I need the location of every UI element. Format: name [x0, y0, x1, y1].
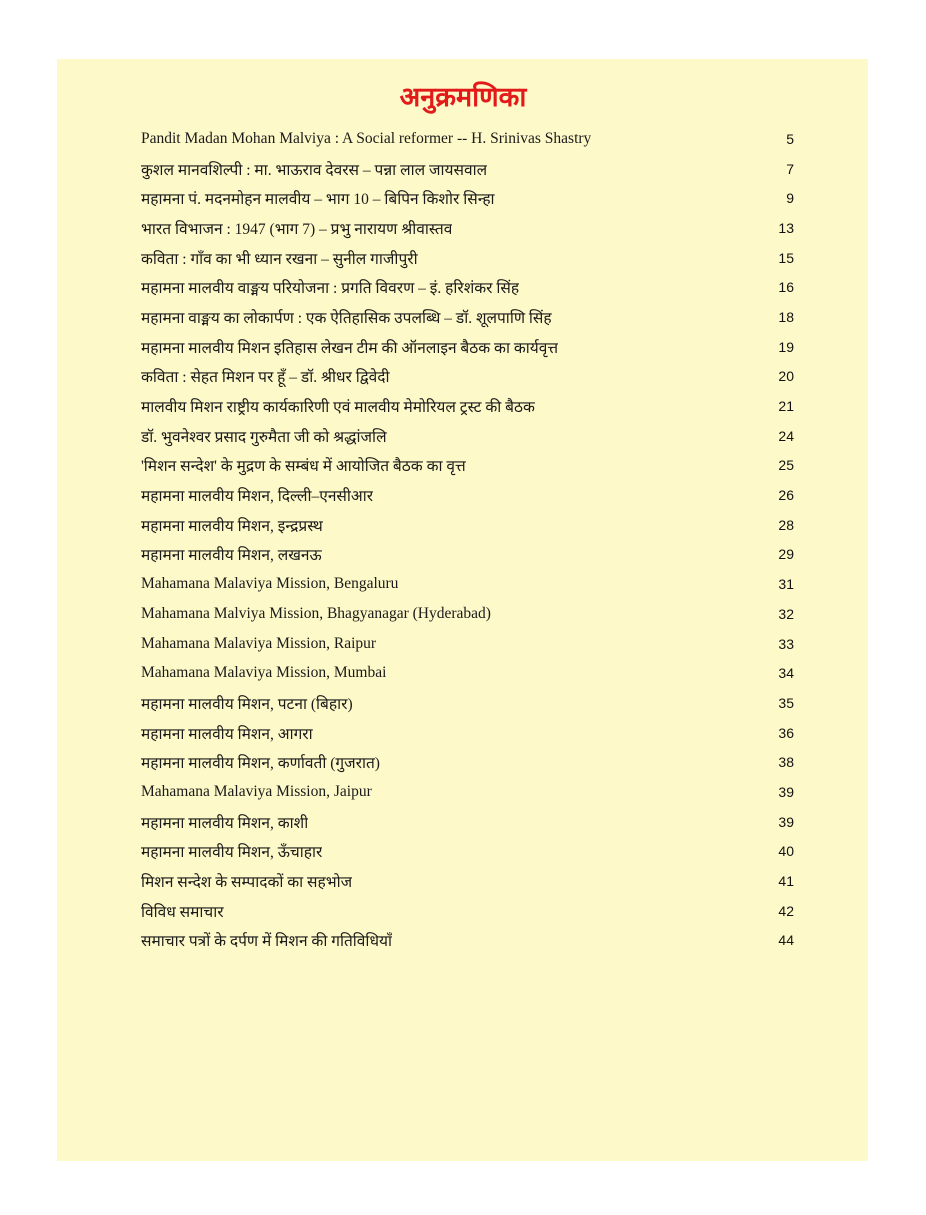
toc-entry-page-number: 26	[778, 487, 794, 504]
toc-entry[interactable]	[141, 866, 801, 896]
toc-entry-page-number: 16	[778, 279, 794, 296]
toc-entry-page-number: 5	[786, 130, 794, 147]
toc-entry[interactable]	[141, 718, 801, 748]
toc-entry[interactable]	[141, 243, 801, 273]
toc-entry-page-number: 44	[778, 932, 794, 949]
toc-entry-title: महामना मालवीय मिशन, इन्द्रप्रस्थ	[141, 517, 323, 535]
toc-entry-page-number: 28	[778, 516, 794, 533]
toc-entry-page-number: 33	[778, 635, 794, 652]
toc-entry[interactable]	[141, 391, 801, 421]
toc-entry[interactable]	[141, 480, 801, 510]
toc-entry-page-number: 34	[778, 665, 794, 682]
toc-entry-title: मिशन सन्देश के सम्पादकों का सहभोज	[141, 874, 353, 892]
toc-entry[interactable]	[141, 451, 801, 481]
toc-entry-page-number: 40	[778, 843, 794, 860]
toc-entry[interactable]	[141, 688, 801, 718]
toc-entry[interactable]	[141, 213, 801, 243]
toc-entry-page-number: 38	[778, 754, 794, 771]
toc-entry-page-number: 25	[778, 457, 794, 474]
toc-entry[interactable]	[141, 777, 801, 807]
toc-entry[interactable]	[141, 629, 801, 659]
toc-entry-title: मालवीय मिशन राष्ट्रीय कार्यकारिणी एवं मालवीय मेमोरियल ट्रस्ट की बैठक	[141, 399, 535, 417]
toc-entry-title: महामना मालवीय मिशन, ऊँचाहार	[141, 844, 323, 862]
toc-entry[interactable]	[141, 421, 801, 451]
toc-entry-title: Mahamana Malaviya Mission, Mumbai	[141, 664, 387, 682]
toc-entry-title: कुशल मानवशिल्पी : मा. भाऊराव देवरस – पन्ना लाल जायसवाल	[141, 161, 488, 179]
toc-entry[interactable]	[141, 332, 801, 362]
toc-entry[interactable]	[141, 183, 801, 213]
toc-entry[interactable]	[141, 272, 801, 302]
toc-entry-title: महामना पं. मदनमोहन मालवीय – भाग 10 – बिपिन किशोर सिन्हा	[141, 191, 495, 209]
toc-entry-title: कविता : सेहत मिशन पर हूँ – डॉ. श्रीधर द्विवेदी	[141, 369, 390, 387]
toc-entry-title: महामना मालवीय मिशन, काशी	[141, 814, 309, 832]
toc-entry-page-number: 32	[778, 605, 794, 622]
toc-entry-title: महामना मालवीय मिशन, दिल्ली–एनसीआर	[141, 488, 374, 506]
toc-entry-page-number: 15	[778, 249, 794, 266]
toc-entry-title: महामना मालवीय मिशन, आगरा	[141, 725, 313, 743]
toc-title: अनुक्रमणिका	[399, 82, 527, 113]
toc-entry-title: महामना मालवीय मिशन, पटना (बिहार)	[141, 695, 353, 713]
toc-entry-page-number: 36	[778, 724, 794, 741]
toc-entry-title: डॉ. भुवनेश्वर प्रसाद गुरुमैता जी को श्रद्धांजलि	[141, 428, 387, 446]
toc-entry-page-number: 18	[778, 308, 794, 325]
toc-entry[interactable]	[141, 302, 801, 332]
toc-entry[interactable]	[141, 599, 801, 629]
toc-entry-page-number: 9	[786, 190, 794, 207]
toc-entry[interactable]	[141, 510, 801, 540]
toc-entry[interactable]	[141, 569, 801, 599]
toc-entry-title: विविध समाचार	[141, 903, 224, 921]
toc-entry[interactable]	[141, 124, 801, 154]
toc-entry[interactable]	[141, 540, 801, 570]
toc-entry-page-number: 21	[778, 398, 794, 415]
toc-entry-page-number: 39	[778, 813, 794, 830]
toc-entry-title: महामना वाङ्मय का लोकार्पण : एक ऐतिहासिक उपलब्धि – डॉ. शूलपाणि सिंह	[141, 309, 552, 327]
toc-entry-page-number: 42	[778, 902, 794, 919]
toc-entry-title: महामना मालवीय मिशन, लखनऊ	[141, 547, 322, 565]
toc-entry-title: 'मिशन सन्देश' के मुद्रण के सम्बंध में आयोजित बैठक का वृत्त	[141, 458, 466, 476]
toc-entry-title: समाचार पत्रों के दर्पण में मिशन की गतिविधियाँ	[141, 933, 392, 951]
toc-entry-page-number: 29	[778, 546, 794, 563]
toc-entry[interactable]	[141, 658, 801, 688]
toc-entry-title: Pandit Madan Mohan Malviya : A Social reformer -- H. Srinivas Shastry	[141, 129, 592, 147]
toc-entry[interactable]	[141, 362, 801, 392]
toc-entry-title: कविता : गाँव का भी ध्यान रखना – सुनील गाजीपुरी	[141, 250, 418, 268]
toc-entry-title: महामना मालवीय मिशन, कर्णावती (गुजरात)	[141, 755, 380, 773]
toc-entry[interactable]	[141, 926, 801, 956]
toc-entry[interactable]	[141, 896, 801, 926]
toc-list	[141, 124, 801, 955]
toc-entry-page-number: 41	[778, 873, 794, 890]
toc-entry-page-number: 7	[786, 160, 794, 177]
toc-entry-title: Mahamana Malviya Mission, Bhagyanagar (Hyderabad)	[141, 604, 491, 622]
toc-entry-title: Mahamana Malaviya Mission, Raipur	[141, 634, 377, 652]
toc-entry-page-number: 35	[778, 694, 794, 711]
toc-entry-page-number: 13	[778, 219, 794, 236]
toc-entry-title: भारत विभाजन : 1947 (भाग 7) – प्रभु नारायण श्रीवास्तव	[141, 220, 453, 238]
toc-entry-title: महामना मालवीय मिशन इतिहास लेखन टीम की ऑनलाइन बैठक का कार्यवृत्त	[141, 339, 559, 357]
toc-entry[interactable]	[141, 747, 801, 777]
toc-entry[interactable]	[141, 837, 801, 867]
toc-entry-page-number: 20	[778, 368, 794, 385]
toc-entry-page-number: 19	[778, 338, 794, 355]
toc-entry[interactable]	[141, 807, 801, 837]
toc-entry-title: महामना मालवीय वाङ्मय परियोजना : प्रगति विवरण – इं. हरिशंकर सिंह	[141, 280, 520, 298]
toc-entry-page-number: 24	[778, 427, 794, 444]
toc-entry-title: Mahamana Malaviya Mission, Bengaluru	[141, 575, 399, 593]
toc-entry-page-number: 39	[778, 783, 794, 800]
toc-entry[interactable]	[141, 154, 801, 184]
toc-entry-title: Mahamana Malaviya Mission, Jaipur	[141, 782, 372, 800]
toc-entry-page-number: 31	[778, 576, 794, 593]
